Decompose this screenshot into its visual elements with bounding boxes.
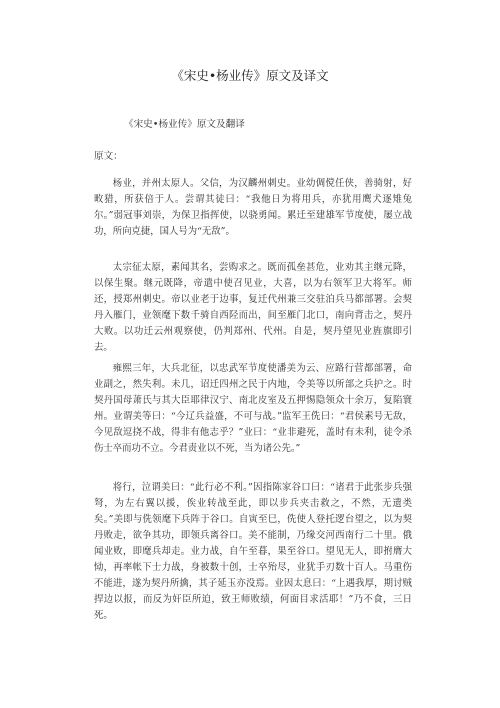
original-text-label: 原文： — [94, 151, 123, 162]
document-subtitle: 《宋史•杨业传》原文及翻译 — [124, 119, 245, 130]
document-title: 《宋史•杨业传》原文及译文 — [171, 68, 329, 83]
paragraph-3: 雍熙三年，大兵北征，以忠武军节度使潘美为云、应路行营都部署，命业副之，然失利。未几，诏迁四州之民于内地，令美等以所部之兵护之。时契丹国母萧氏与其大臣耶律汉宁、南北皮室及五押惕隐领众十余万，复陷寰州。业谓美等曰：“今辽兵益盛，不可与战。”监军王侁曰：“君侯素号无敌，今见敌逗挠不战，得非有他志乎？”业曰：“业非避死，盖时有未利，徒令杀伤士卒而功不立。今君责业以不死，当为诸公先。” — [94, 363, 412, 454]
paragraph-2: 太宗征太原，素闻其名，尝购求之。既而孤垒甚危，业劝其主继元降，以保生聚。继元既降，帝遣中使召见业，大喜，以为右领军卫大将军。师还，授郑州刺史。帝以业老于边事，复迁代州兼三交驻泊兵马都部署。会契丹入雁门，业领麾下数千骑自西陉而出，间至雁门北口，南向背击之，契丹大败。以功迁云州观察使，仍判郑州、代州。自是，契丹望见业旌旗即引去。 — [94, 262, 412, 353]
paragraph-1: 杨业，并州太原人。父信，为汉麟州刺史。业幼倜傥任侠，善骑射，好畋猎，所获倍于人。尝谓其徒曰：“我他日为将用兵，亦犹用鹰犬逐雉兔尔。”弱冠事刘崇，为保卫指挥使，以骁勇闻。累迁至建雄军节度使，屡立战功，所向克捷，国人号为“无敌”。 — [94, 178, 412, 237]
paragraph-4: 将行，泣谓美曰：“此行必不利。”因指陈家谷口曰：“诸君于此张步兵强弩，为左右翼以援，俟业转战至此，即以步兵夹击救之，不然，无遗类矣。”美即与侁领麾下兵阵于谷口。自寅至巳，侁使人登托逻台望之，以为契丹败走，欲争其功，即领兵离谷口。美不能制，乃缘交河西南行二十里。俄闻业败，即麾兵却走。业力战，自午至暮，果至谷口。望见无人，即拊膺大恸，再率帐下士力战，身被数十创，士卒殆尽，业犹手刃数十百人。马重伤不能进，遂为契丹所擒，其子延玉亦没焉。业因太息曰：“上遇我厚，期讨贼捍边以报，而反为奸臣所迫，致王师败绩，何面目求活耶！”乃不食，三日死。 — [94, 482, 412, 621]
